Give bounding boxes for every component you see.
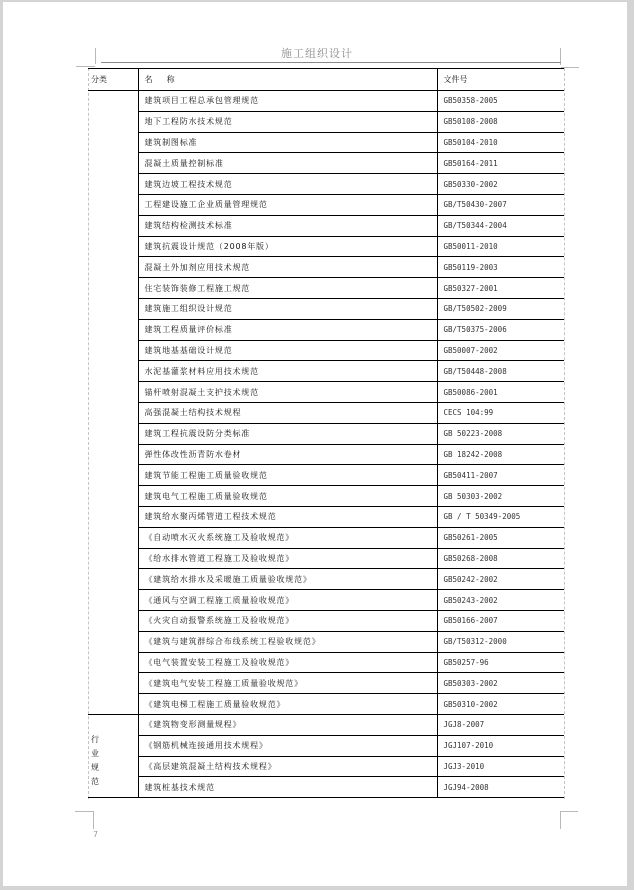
standard-code-cell: GB50104-2010 <box>437 132 564 153</box>
standard-name-cell: 建筑工程抗震设防分类标准 <box>138 423 437 444</box>
table-row <box>88 236 564 257</box>
standard-name-cell: 水泥基灌浆材料应用技术规范 <box>138 361 437 382</box>
standard-code-cell: GB50242-2002 <box>437 569 564 590</box>
standard-name-cell: 建筑抗震设计规范（2008年版） <box>138 236 437 257</box>
category-label: 行业规范 <box>91 735 99 786</box>
standard-code-cell: GB/T50312-2000 <box>437 631 564 652</box>
bottom-right-corner-mark <box>560 811 578 812</box>
category-cell <box>88 91 138 715</box>
standard-name-cell: 建筑工程质量评价标准 <box>138 319 437 340</box>
standard-name-cell: 建筑给水聚丙烯管道工程技术规范 <box>138 506 437 527</box>
standard-name-cell: 《钢筋机械连接通用技术规程》 <box>138 735 437 756</box>
standard-code-cell: JGJ107-2010 <box>437 735 564 756</box>
table-row <box>88 590 564 611</box>
table-row <box>88 465 564 486</box>
standard-name-cell: 《给水排水管道工程施工及验收规范》 <box>138 548 437 569</box>
table-row <box>88 278 564 299</box>
table-row <box>88 153 564 174</box>
standard-name-cell: 《火灾自动报警系统施工及验收规范》 <box>138 610 437 631</box>
standard-name-cell: 《建筑物变形测量规程》 <box>138 714 437 735</box>
table-row <box>88 340 564 361</box>
right-margin-guide <box>564 68 565 799</box>
table-row <box>88 298 564 319</box>
standard-code-cell: GB50310-2002 <box>437 694 564 715</box>
standard-code-cell: GB50303-2002 <box>437 673 564 694</box>
standard-code-cell: JGJ8-2007 <box>437 714 564 735</box>
standard-code-cell: JGJ94-2008 <box>437 777 564 798</box>
standard-code-cell: GB 50223-2008 <box>437 423 564 444</box>
standard-code-cell: GB50261-2005 <box>437 527 564 548</box>
standard-name-cell: 建筑节能工程施工质量验收规范 <box>138 465 437 486</box>
standard-name-cell: 高强混凝土结构技术规程 <box>138 402 437 423</box>
bottom-right-corner-mark <box>560 811 561 829</box>
table-row <box>88 319 564 340</box>
table-row <box>88 652 564 673</box>
table-row <box>88 694 564 715</box>
standards-table <box>88 68 564 798</box>
table-row <box>88 215 564 236</box>
standard-name-cell: 《电气装置安装工程施工及验收规范》 <box>138 652 437 673</box>
table-row <box>88 735 564 756</box>
table-row <box>88 569 564 590</box>
standard-code-cell: GB50007-2002 <box>437 340 564 361</box>
table-row <box>88 610 564 631</box>
standard-name-cell: 《自动喷水灭火系统施工及验收规范》 <box>138 527 437 548</box>
table-row <box>88 756 564 777</box>
standard-code-cell: CECS 104:99 <box>437 402 564 423</box>
standard-name-cell: 住宅装饰装修工程施工规范 <box>138 278 437 299</box>
standard-code-cell: GB/T50375-2006 <box>437 319 564 340</box>
standard-code-cell: GB/T50502-2009 <box>437 298 564 319</box>
standard-name-cell: 《通风与空调工程施工质量验收规范》 <box>138 590 437 611</box>
standard-name-cell: 锚杆喷射混凝土支护技术规范 <box>138 382 437 403</box>
table-row <box>88 527 564 548</box>
table-row <box>88 631 564 652</box>
category-cell <box>88 714 138 797</box>
standard-code-cell: GB/T50448-2008 <box>437 361 564 382</box>
standard-name-cell: 建筑边坡工程技术规范 <box>138 174 437 195</box>
standard-code-cell: GB 18242-2008 <box>437 444 564 465</box>
standard-name-cell: 建筑结构检测技术标准 <box>138 215 437 236</box>
standard-name-cell: 《建筑给水排水及采暖施工质量验收规范》 <box>138 569 437 590</box>
standard-code-cell: GB/T50344-2004 <box>437 215 564 236</box>
standard-code-cell: GB50358-2005 <box>437 91 564 112</box>
table-row <box>88 444 564 465</box>
standard-name-cell: 混凝土外加剂应用技术规范 <box>138 257 437 278</box>
standard-name-cell: 弹性体改性沥青防水卷材 <box>138 444 437 465</box>
standard-code-cell: GB50086-2001 <box>437 382 564 403</box>
table-row <box>88 132 564 153</box>
table-row <box>88 111 564 132</box>
standard-code-cell: GB50327-2001 <box>437 278 564 299</box>
standard-code-cell: JGJ3-2010 <box>437 756 564 777</box>
table-header-row <box>88 69 564 91</box>
standard-name-cell: 建筑制图标准 <box>138 132 437 153</box>
standard-name-cell: 建筑地基基础设计规范 <box>138 340 437 361</box>
table-row <box>88 257 564 278</box>
standard-code-cell: GB50330-2002 <box>437 174 564 195</box>
standard-name-cell: 地下工程防水技术规范 <box>138 111 437 132</box>
standard-code-cell: GB50268-2008 <box>437 548 564 569</box>
standard-code-cell: GB50411-2007 <box>437 465 564 486</box>
table-row <box>88 486 564 507</box>
top-left-corner-mark <box>76 66 95 67</box>
table-row <box>88 673 564 694</box>
standard-code-cell: GB50243-2002 <box>437 590 564 611</box>
standard-name-cell: 《建筑电梯工程施工质量验收规范》 <box>138 694 437 715</box>
standard-code-cell: GB / T 50349-2005 <box>437 506 564 527</box>
table-row <box>88 714 564 735</box>
table-row <box>88 777 564 798</box>
table-row <box>88 423 564 444</box>
standard-code-cell: GB 50303-2002 <box>437 486 564 507</box>
table-row <box>88 91 564 112</box>
column-header-name: 名 称 <box>138 69 437 91</box>
standard-name-cell: 《建筑与建筑群综合布线系统工程验收规范》 <box>138 631 437 652</box>
standard-code-cell: GB50164-2011 <box>437 153 564 174</box>
page-number: 7 <box>93 830 99 839</box>
standard-name-cell: 建筑项目工程总承包管理规范 <box>138 91 437 112</box>
standard-name-cell: 混凝土质量控制标准 <box>138 153 437 174</box>
table-row <box>88 361 564 382</box>
column-header-category: 分类 <box>88 69 138 91</box>
table-row <box>88 382 564 403</box>
standard-code-cell: GB50011-2010 <box>437 236 564 257</box>
standard-name-cell: 建筑电气工程施工质量验收规范 <box>138 486 437 507</box>
standard-code-cell: GB50108-2008 <box>437 111 564 132</box>
bottom-left-corner-mark <box>75 811 93 812</box>
table-row <box>88 402 564 423</box>
standard-code-cell: GB50119-2003 <box>437 257 564 278</box>
header-rule <box>101 62 561 63</box>
standard-name-cell: 工程建设施工企业质量管理规范 <box>138 194 437 215</box>
standard-code-cell: GB50166-2007 <box>437 610 564 631</box>
table-row <box>88 194 564 215</box>
table-row <box>88 506 564 527</box>
table-row <box>88 548 564 569</box>
column-header-code: 文件号 <box>437 69 564 91</box>
standard-name-cell: 建筑桩基技术规范 <box>138 777 437 798</box>
standard-code-cell: GB/T50430-2007 <box>437 194 564 215</box>
standard-name-cell: 《高层建筑混凝土结构技术规程》 <box>138 756 437 777</box>
bottom-left-corner-mark <box>93 811 94 829</box>
standard-name-cell: 建筑施工组织设计规范 <box>138 298 437 319</box>
page-header-title: 施工组织设计 <box>281 47 353 60</box>
standard-code-cell: GB50257-96 <box>437 652 564 673</box>
table-row <box>88 174 564 195</box>
standard-name-cell: 《建筑电气安装工程施工质量验收规范》 <box>138 673 437 694</box>
